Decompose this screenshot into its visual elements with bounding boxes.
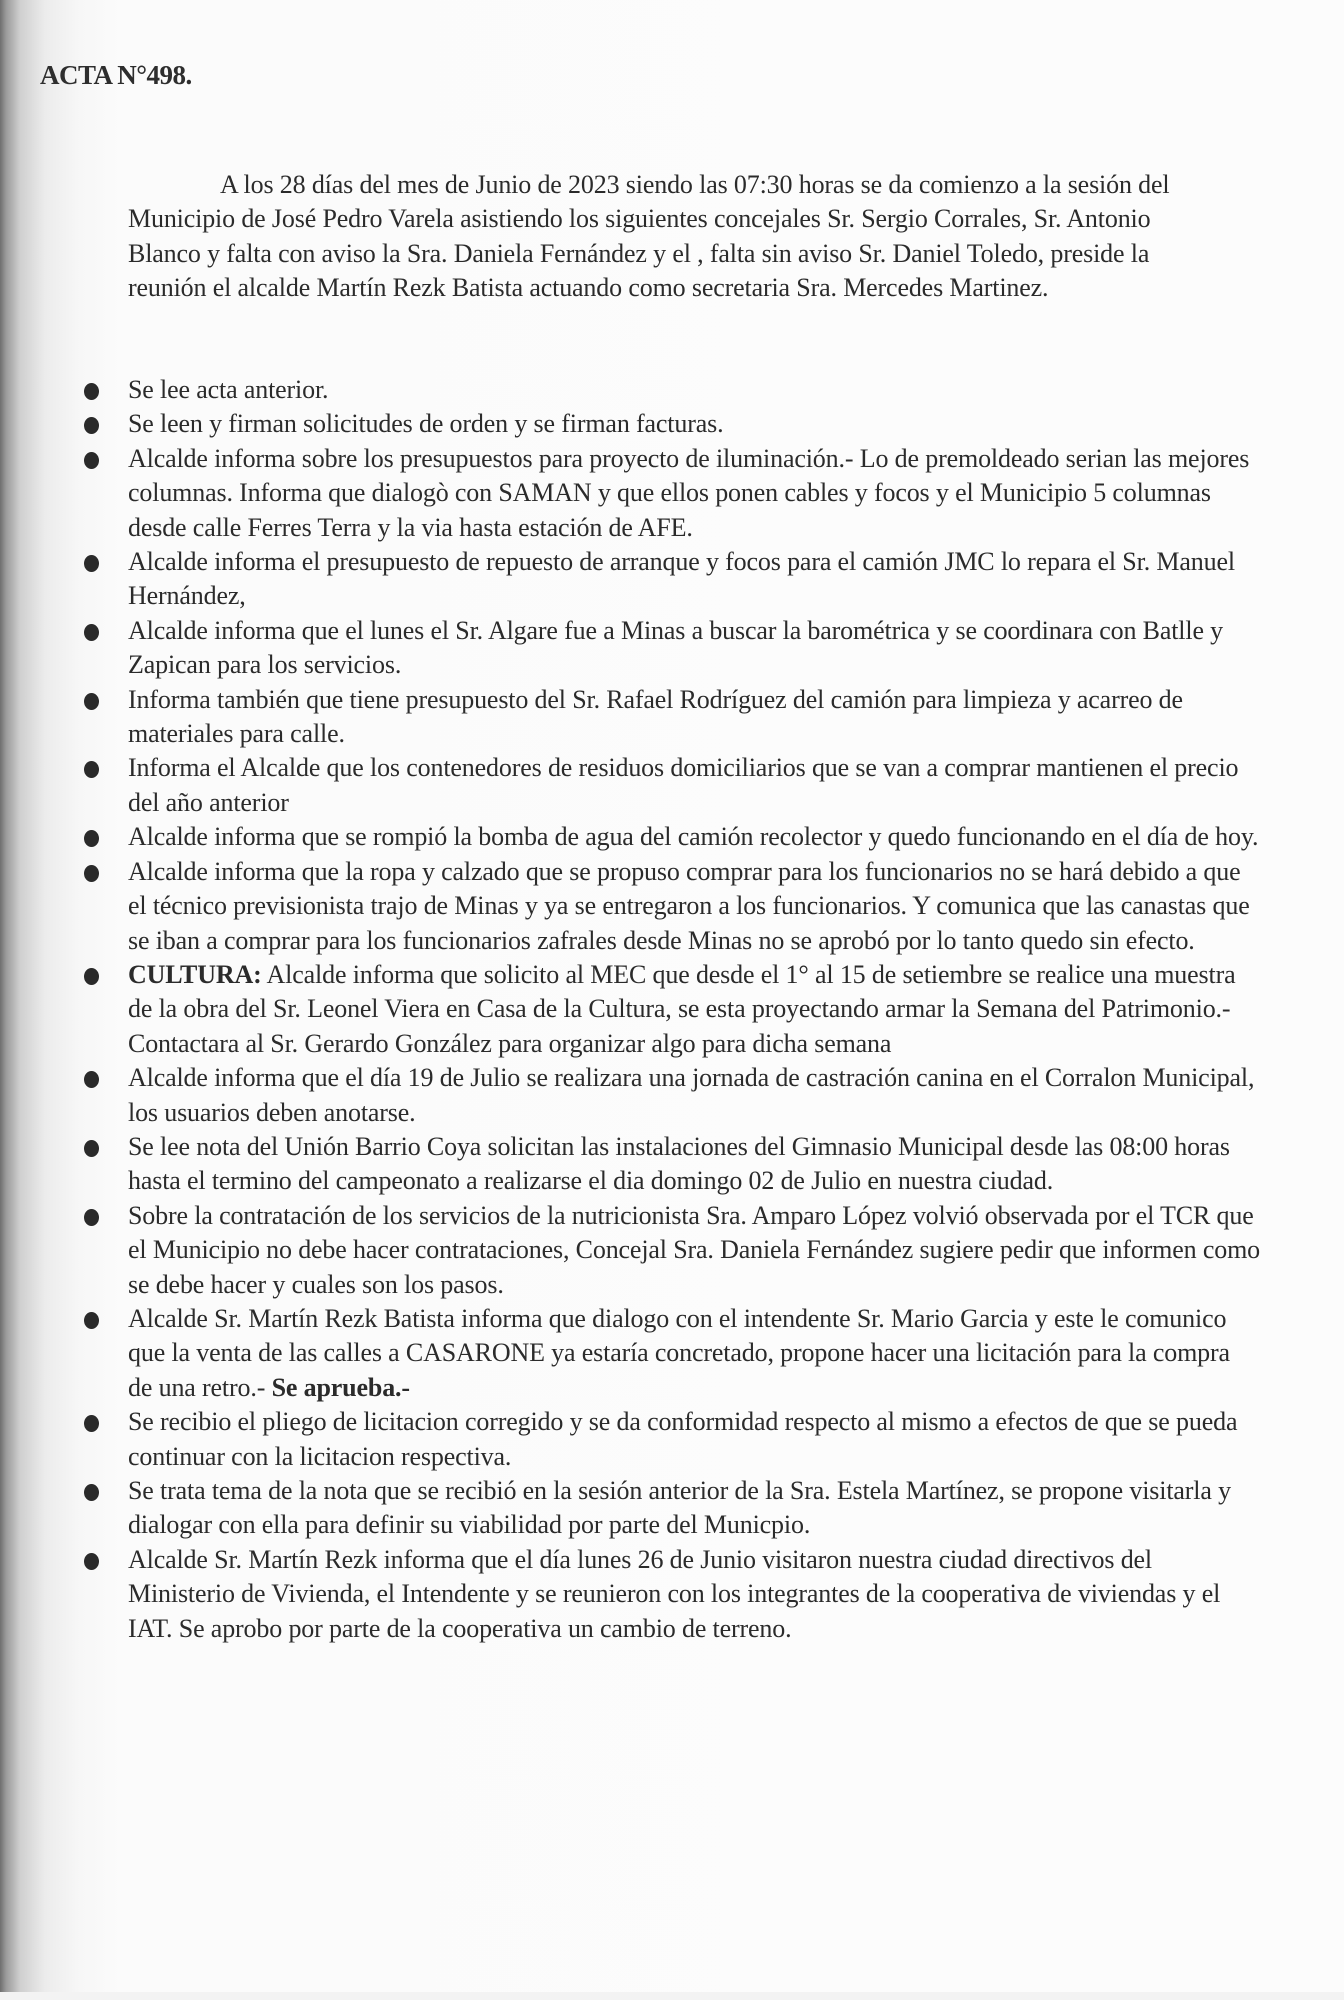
bullet-icon — [84, 1312, 99, 1329]
item-text: Informa también que tiene presupuesto del Sr. Rafael Rodríguez del camión para limpieza y acarreo de materiales para calle. — [128, 684, 1183, 749]
item-text: Se trata tema de la nota que se recibió en la sesión anterior de la Sra. Estela Martínez, se propone visitarla y dialogar con ella para definir su viabilidad por parte del Municpio. — [128, 1476, 1231, 1540]
document-title: ACTA N°498. — [40, 60, 192, 90]
bullet-icon — [84, 1553, 99, 1570]
item-text: Se leen y firman solicitudes de orden y se firman facturas. — [128, 409, 724, 439]
bullet-icon — [84, 1071, 99, 1088]
list-item — [80, 407, 1260, 441]
agenda-list — [80, 373, 1260, 1646]
bullet-icon — [84, 383, 99, 400]
list-item — [80, 855, 1260, 958]
bullet-icon — [84, 865, 99, 882]
list-item — [80, 614, 1260, 683]
bullet-icon — [84, 417, 99, 434]
list-item — [80, 1061, 1260, 1130]
intro-paragraph: A los 28 días del mes de Junio de 2023 siendo las 07:30 horas se da comienzo a la sesión del Municipio de José Pedro Varela asistiendo los siguientes concejales Sr. Sergio Corrales, Sr. Antonio Blanco y falta con aviso la Sra. Daniela Fernández y el , falta sin aviso Sr. Daniel Toledo, preside la reunión el alcalde Martín Rezk Batista actuando como secretaria Sra. Mercedes Martinez. — [128, 170, 1170, 303]
item-text: Se recibio el pliego de licitacion corregido y se da conformidad respecto al mismo a efectos de que se pueda continuar con la licitacion respectiva. — [128, 1407, 1238, 1471]
bullet-icon — [84, 1484, 99, 1501]
bullet-icon — [84, 624, 99, 641]
item-text: Sobre la contratación de los servicios de la nutricionista Sra. Amparo López volvió observada por el TCR que el Municipio no debe hacer contrataciones, Concejal Sra. Daniela Fernández sugiere pedir que informen como se debe hacer y cuales son los pasos. — [128, 1200, 1260, 1299]
list-item — [80, 442, 1260, 545]
list-item — [80, 1199, 1260, 1302]
list-item — [80, 820, 1260, 854]
item-text: Alcalde informa que el lunes el Sr. Algare fue a Minas a buscar la barométrica y se coordinara con Batlle y Zapican para los servicios. — [128, 615, 1224, 680]
item-text: Alcalde informa que se rompió la bomba de agua del camión recolector y quedo funcionando en el día de hoy. — [128, 822, 1259, 852]
list-item — [80, 958, 1260, 1061]
bullet-icon — [84, 1209, 99, 1226]
list-item — [80, 1474, 1260, 1543]
item-text: Alcalde informa el presupuesto de repuesto de arranque y focos para el camión JMC lo repara el Sr. Manuel Hernández, — [128, 547, 1235, 611]
item-text: Alcalde Sr. Martín Rezk informa que el día lunes 26 de Junio visitaron nuestra ciudad directivos del Ministerio de Vivienda, el Intendente y se reunieron con los integrantes de la cooperativa de viviendas y el IAT. Se aprobo por parte de la cooperativa un cambio de terreno. — [128, 1544, 1221, 1643]
list-item — [80, 1543, 1260, 1646]
item-text: Alcalde Sr. Martín Rezk Batista informa que dialogo con el intendente Sr. Mario Garcia y este le comunico que la venta de las calles a CASARONE ya estaría concretado, propone hacer una licitación para la compra de una retro.- — [128, 1303, 1230, 1402]
item-text: Se lee nota del Unión Barrio Coya solicitan las instalaciones del Gimnasio Municipal desde las 08:00 horas hasta el termino del campeonato a realizarse el dia domingo 02 de Julio en nuestra ciudad. — [128, 1131, 1230, 1196]
bullet-icon — [84, 830, 99, 847]
bullet-icon — [84, 1140, 99, 1157]
list-item — [80, 1130, 1260, 1199]
list-item — [80, 751, 1260, 820]
bullet-icon — [84, 555, 99, 572]
item-tail: Se aprueba.- — [271, 1372, 410, 1402]
item-text: Se lee acta anterior. — [128, 375, 329, 404]
item-text: Alcalde informa que solicito al MEC que desde el 1° al 15 de setiembre se realice una muestra de la obra del Sr. Leonel Viera en Casa de la Cultura, se esta proyectando armar la Semana del Patrimonio.- Contactara al Sr. Gerardo González para organizar algo para dicha semana — [128, 959, 1236, 1058]
list-item — [80, 683, 1260, 752]
list-item — [80, 1405, 1260, 1474]
bullet-icon — [84, 968, 99, 985]
item-text: Alcalde informa que el día 19 de Julio se realizara una jornada de castración canina en el Corralon Municipal, los usuarios deben anotarse. — [128, 1063, 1255, 1127]
list-item — [80, 1302, 1260, 1405]
bullet-icon — [84, 452, 99, 469]
list-item — [80, 373, 1260, 407]
item-text: Alcalde informa que la ropa y calzado que se propuso comprar para los funcionarios no se hará debido a que el técnico previsionista trajo de Minas y ya se entregaron a los funcionarios. Y comunica que las canastas que se iban a comprar para los funcionarios zafrales desde Minas no se aprobó por lo tanto quedo sin efecto. — [128, 856, 1250, 955]
list-item — [80, 545, 1260, 614]
item-lead: CULTURA: — [128, 959, 262, 989]
item-text: Alcalde informa sobre los presupuestos para proyecto de iluminación.- Lo de premoldeado serian las mejores columnas. Informa que dialogò con SAMAN y que ellos ponen cables y focos y el Municipio 5 columnas desde calle Ferres Terra y la via hasta estación de AFE. — [128, 443, 1250, 542]
bullet-icon — [84, 693, 99, 710]
bullet-icon — [84, 1415, 99, 1432]
item-text: Informa el Alcalde que los contenedores de residuos domiciliarios que se van a comprar mantienen el precio del año anterior — [128, 753, 1239, 817]
bullet-icon — [84, 761, 99, 778]
